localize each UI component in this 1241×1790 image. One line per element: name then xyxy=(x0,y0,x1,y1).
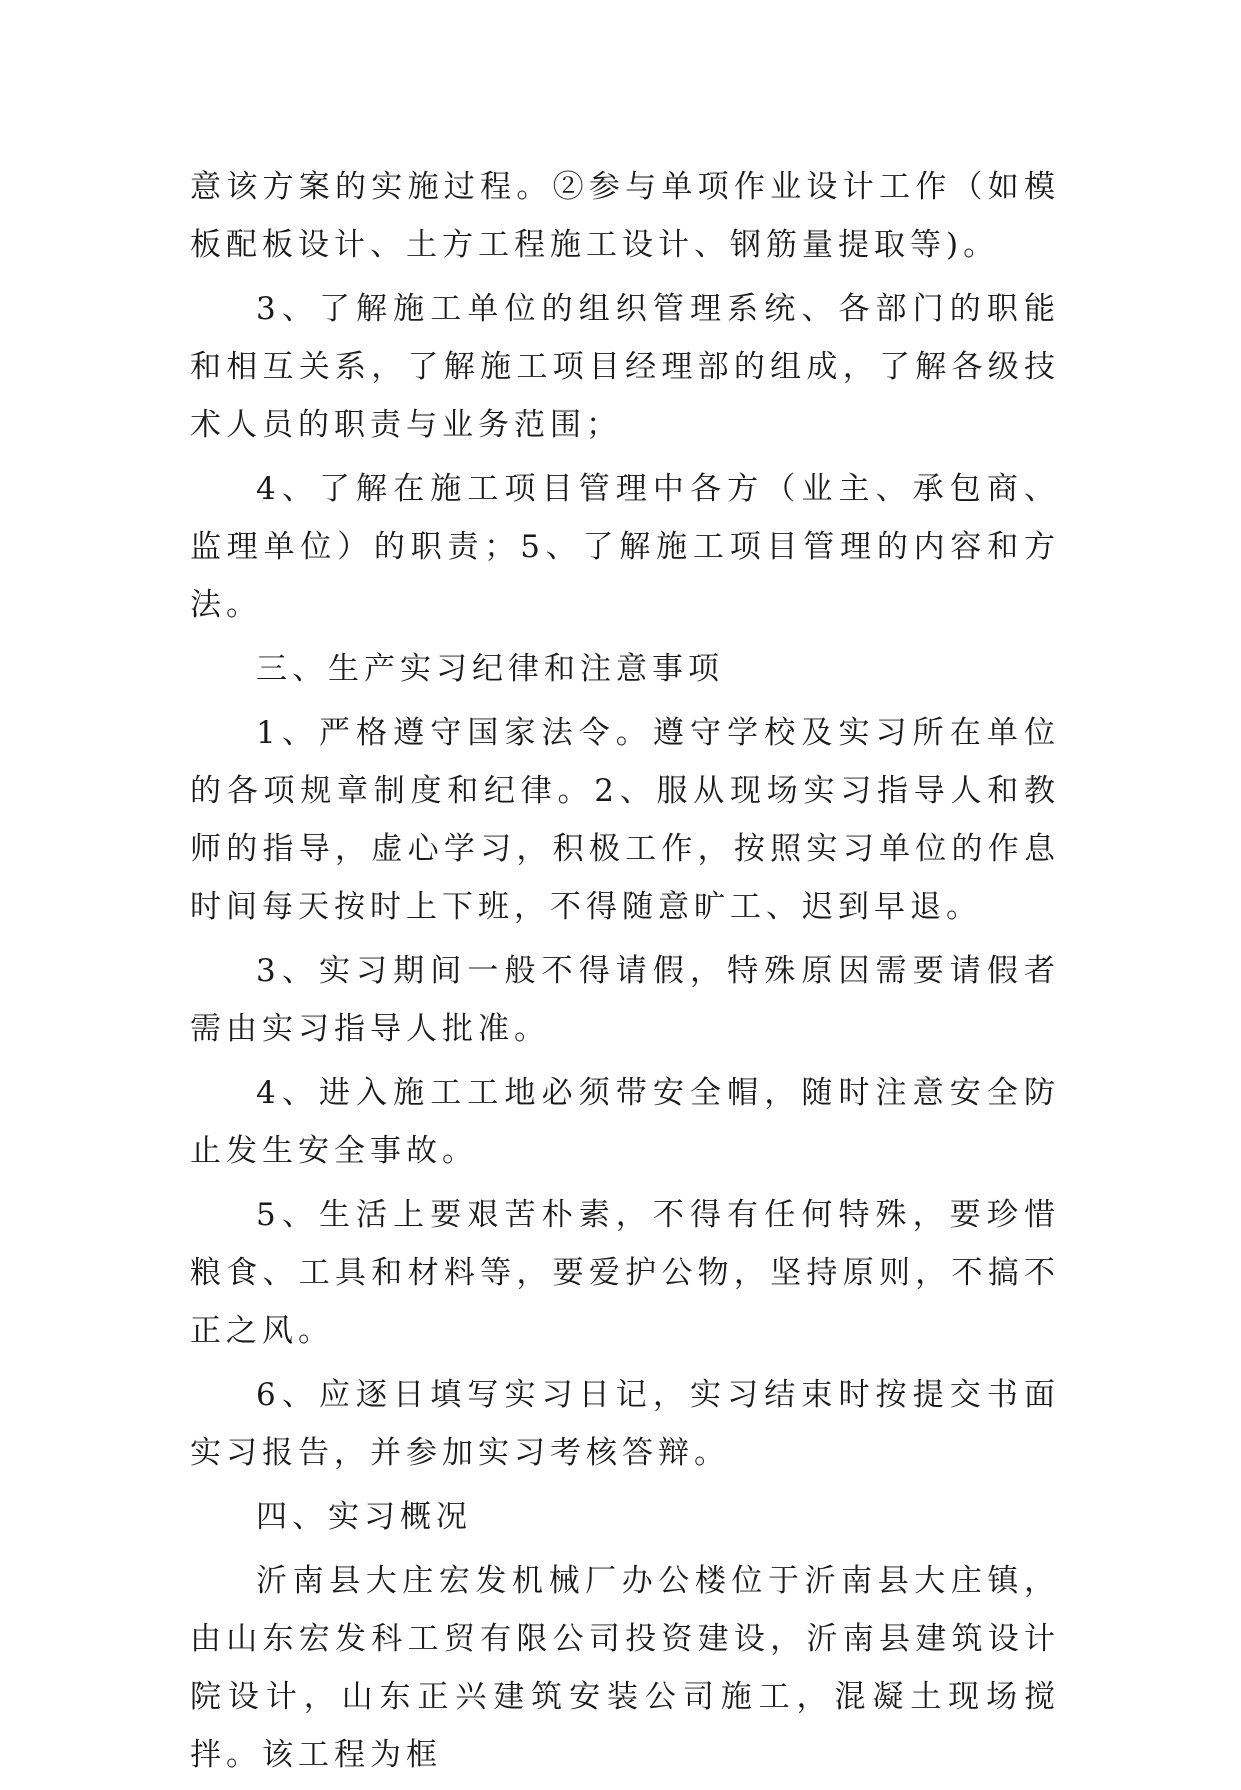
paragraph-item-4: 4、了解在施工项目管理中各方（业主、承包商、监理单位）的职责；5、了解施工项目管理的内容和方法。 xyxy=(190,471,1060,623)
paragraph-continuation: 意该方案的实施过程。②参与单项作业设计工作（如模板配板设计、土方工程施工设计、钢筋量提取等)。 xyxy=(190,169,1060,263)
paragraph-discipline-1: 1、严格遵守国家法令。遵守学校及实习所在单位的各项规章制度和纪律。2、服从现场实习指导人和教师的指导，虚心学习，积极工作，按照实习单位的作息时间每天按时上下班，不得随意旷工、迟到早退。 xyxy=(190,715,1060,925)
paragraph-discipline-6: 6、应逐日填写实习日记，实习结束时按提交书面实习报告，并参加实习考核答辩。 xyxy=(190,1377,1060,1471)
section-heading-3: 三、生产实习纪律和注意事项 xyxy=(256,651,724,687)
paragraph-overview: 沂南县大庄宏发机械厂办公楼位于沂南县大庄镇，由山东宏发科工贸有限公司投资建设，沂南县建筑设计院设计，山东正兴建筑安装公司施工，混凝土现场搅拌。该工程为框 xyxy=(190,1563,1060,1773)
paragraph-discipline-5: 5、生活上要艰苦朴素，不得有任何特殊，要珍惜粮食、工具和材料等，要爱护公物，坚持原则，不搞不正之风。 xyxy=(190,1197,1060,1349)
paragraph-discipline-3: 3、实习期间一般不得请假，特殊原因需要请假者需由实习指导人批准。 xyxy=(190,953,1060,1047)
document-page xyxy=(190,158,1060,1790)
paragraph-discipline-4: 4、进入施工工地必须带安全帽，随时注意安全防止发生安全事故。 xyxy=(190,1075,1060,1169)
section-heading-4: 四、实习概况 xyxy=(256,1499,472,1535)
paragraph-item-3: 3、了解施工单位的组织管理系统、各部门的职能和相互关系，了解施工项目经理部的组成，了解各级技术人员的职责与业务范围； xyxy=(190,291,1060,443)
